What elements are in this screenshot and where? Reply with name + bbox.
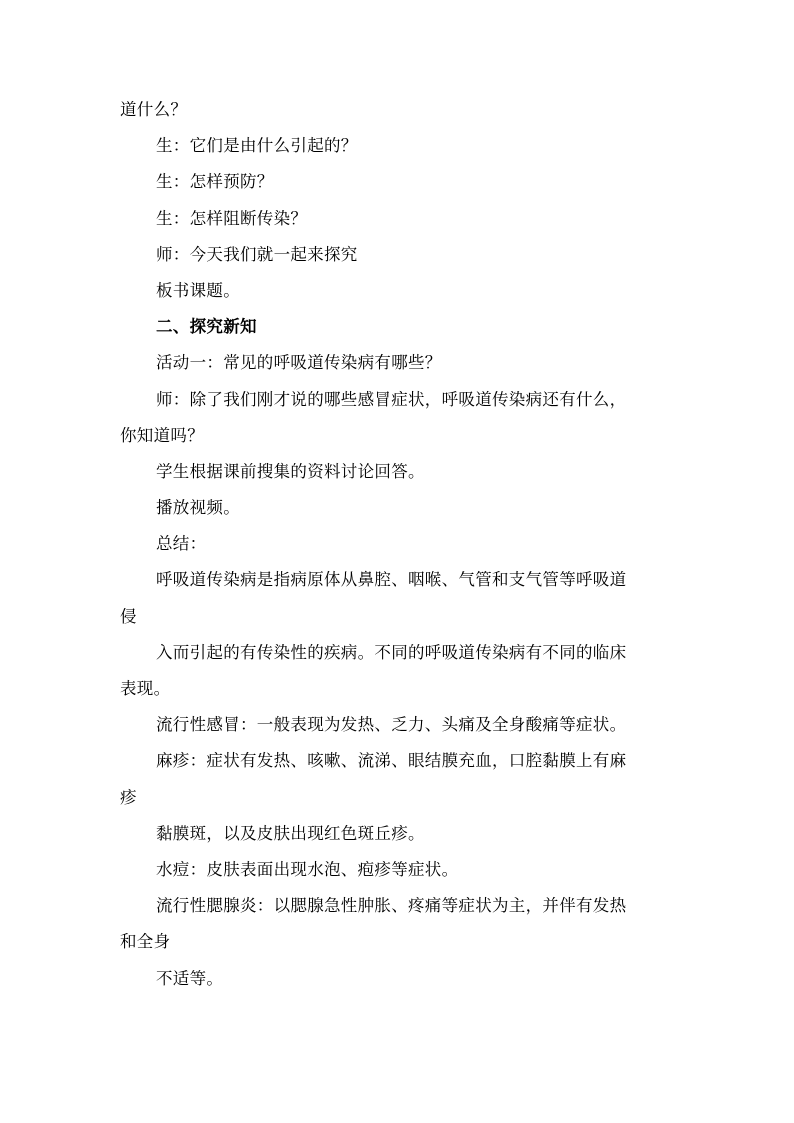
text-line: 道什么？: [120, 100, 188, 119]
section-heading: 二、探究新知: [156, 317, 257, 337]
text-line: 学生根据课前搜集的资料讨论回答。: [156, 461, 425, 481]
text-line: 侵: [120, 606, 137, 626]
text-line: 活动一：常见的呼吸道传染病有哪些？: [156, 353, 442, 373]
text-line: 和全身: [120, 932, 171, 952]
text-line: 板书课题。: [156, 280, 240, 300]
text-line: 播放视频。: [156, 498, 240, 518]
text-line: 流行性腮腺炎：以腮腺急性肿胀、疼痛等症状为主，并伴有发热: [156, 896, 627, 916]
text-line: 入而引起的有传染性的疾病。不同的呼吸道传染病有不同的临床: [156, 642, 627, 662]
text-line: 不适等。: [156, 968, 224, 988]
document-body: [120, 92, 688, 997]
text-line: 生：怎样阻断传染？: [156, 208, 308, 228]
text-line: 总结：: [156, 534, 207, 554]
text-line: 疹: [120, 787, 137, 807]
text-line: 表现。: [120, 679, 171, 698]
text-line: 生：它们是由什么引起的？: [156, 136, 358, 156]
text-line: 水痘：皮肤表面出现水泡、疱疹等症状。: [156, 859, 459, 879]
text-line: 你知道吗？: [120, 425, 204, 445]
text-line: 师：今天我们就一起来探究: [156, 244, 358, 264]
text-line: 流行性感冒：一般表现为发热、乏力、头痛及全身酸痛等症状。: [156, 715, 627, 735]
text-line: 生：怎样预防？: [156, 172, 274, 192]
text-line: 师：除了我们刚才说的哪些感冒症状，呼吸道传染病还有什么，: [156, 389, 627, 409]
text-line: 黏膜斑，以及皮肤出现红色斑丘疹。: [156, 823, 425, 843]
text-line: 呼吸道传染病是指病原体从鼻腔、咽喉、气管和支气管等呼吸道: [156, 570, 627, 590]
text-line: 麻疹：症状有发热、咳嗽、流涕、眼结膜充血，口腔黏膜上有麻: [156, 751, 627, 771]
